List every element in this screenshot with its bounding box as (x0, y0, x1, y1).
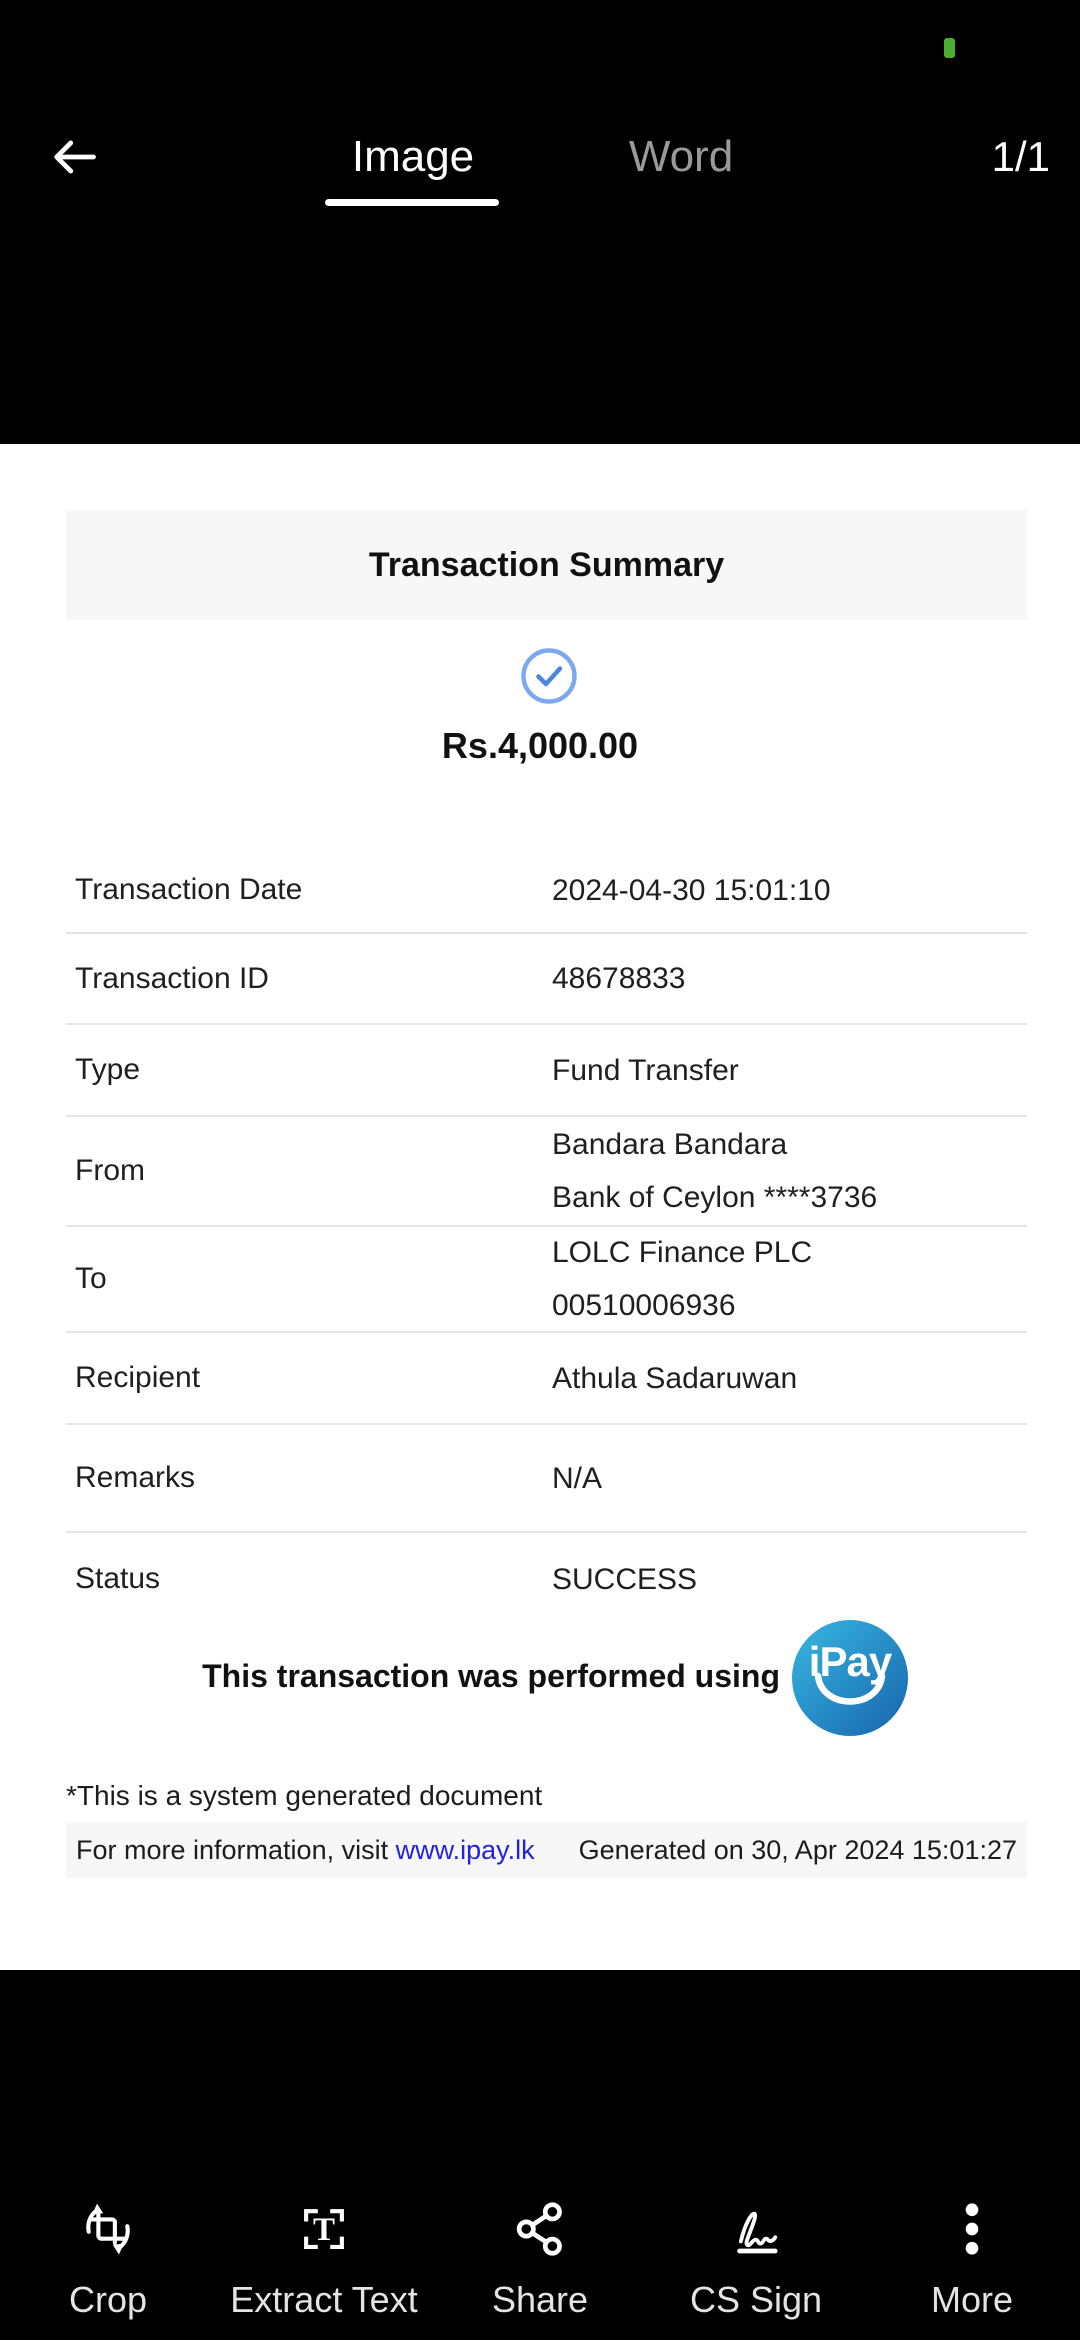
row-label: Transaction Date (75, 873, 303, 906)
document-title: Transaction Summary (368, 545, 725, 584)
table-row (66, 1227, 1027, 1333)
row-label: Status (75, 1562, 161, 1595)
table-row (66, 848, 1027, 934)
row-label: Type (75, 1053, 141, 1086)
page-indicator: 1/1 (991, 133, 1050, 180)
ipay-link[interactable]: www.ipay.lk (395, 1834, 535, 1865)
toolbar-item-extract-text[interactable] (216, 2196, 432, 2320)
crop-icon (75, 2196, 141, 2262)
tab-image[interactable]: Image (351, 132, 475, 181)
toolbar-item-label: CS Sign (689, 2279, 823, 2320)
cs-sign-icon (723, 2196, 789, 2262)
row-value: LOLC Finance PLC (552, 1236, 813, 1269)
transaction-amount: Rs.4,000.00 (441, 725, 639, 766)
toolbar-item-label: Crop (68, 2279, 148, 2320)
share-icon (507, 2196, 573, 2262)
table-row (66, 1025, 1027, 1117)
performed-using-text: This transaction was performed using (202, 1658, 780, 1694)
more-icon (939, 2196, 1005, 2262)
document-footer-bar (66, 1822, 1027, 1878)
document-header-band (66, 510, 1027, 620)
row-value: 00510006936 (552, 1289, 736, 1322)
svg-text:T: T (312, 2212, 336, 2248)
row-label: Recipient (75, 1361, 201, 1394)
ipay-logo (792, 1620, 908, 1736)
toolbar-item-more[interactable] (864, 2196, 1080, 2320)
row-value: 48678833 (552, 962, 686, 995)
toolbar-item-label: Share (491, 2279, 589, 2320)
row-value: Athula Sadaruwan (552, 1361, 798, 1395)
row-label: Remarks (75, 1461, 196, 1494)
table-row (66, 1117, 1027, 1227)
table-row (66, 1425, 1027, 1533)
svg-text:iPay: iPay (808, 1638, 892, 1685)
row-label: To (75, 1262, 107, 1295)
toolbar-item-label: More (930, 2279, 1014, 2320)
toolbar-item-label: Extract Text (230, 2279, 418, 2320)
status-value: SUCCESS (552, 1562, 698, 1596)
toolbar-item-share[interactable] (432, 2196, 648, 2320)
footer-info (76, 1835, 535, 1866)
document-page (0, 444, 1080, 1970)
row-label: Transaction ID (75, 961, 269, 995)
row-value: Bank of Ceylon ****3736 (552, 1181, 878, 1214)
row-value: Fund Transfer (552, 1053, 739, 1087)
back-arrow-icon (48, 131, 100, 183)
footer-info-prefix: For more information, visit (76, 1834, 396, 1865)
tab-active-underline (325, 199, 499, 206)
success-check-icon (519, 646, 579, 706)
row-value: 2024-04-30 15:01:10 (552, 873, 831, 907)
table-row (66, 1333, 1027, 1425)
row-value: Bandara Bandara (552, 1128, 788, 1161)
toolbar-item-cs-sign[interactable] (648, 2196, 864, 2320)
tab-word[interactable]: Word (628, 132, 734, 181)
transaction-table (66, 848, 1027, 1625)
row-label: From (75, 1154, 145, 1187)
bottom-toolbar (0, 2196, 1080, 2320)
toolbar-item-crop[interactable] (0, 2196, 216, 2320)
system-generated-note: *This is a system generated document (66, 1780, 543, 1811)
extract-text-icon (291, 2196, 357, 2262)
table-row (66, 1533, 1027, 1625)
back-button[interactable] (48, 131, 100, 183)
row-value: N/A (552, 1461, 603, 1495)
recording-indicator (944, 38, 955, 58)
generated-timestamp: Generated on 30, Apr 2024 15:01:27 (578, 1834, 1017, 1865)
table-row (66, 934, 1027, 1025)
